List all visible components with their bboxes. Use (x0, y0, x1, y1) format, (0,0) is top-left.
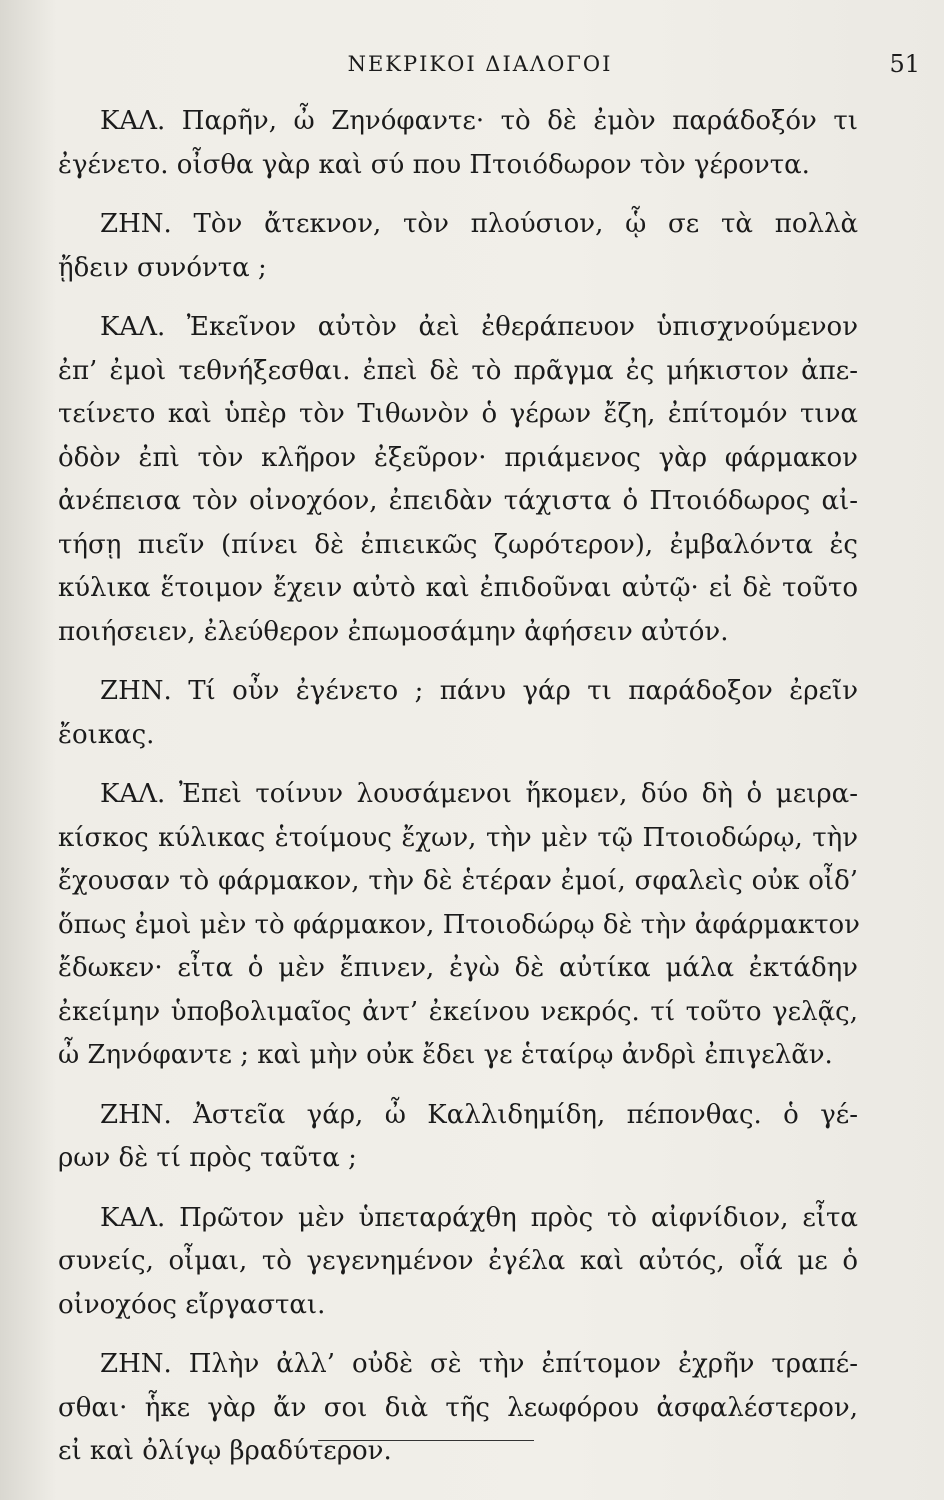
dialogue-paragraph (58, 306, 858, 654)
text-line: κίσκος κύλικας ἑτοίμους ἔχων, τὴν μὲν τῷ Πτοιοδώρῳ, τὴν (58, 822, 858, 853)
text-line: τείνετο καὶ ὑπὲρ τὸν Τιθωνὸν ὁ γέρων ἔζη, ἐπίτομόν τινα (58, 399, 858, 429)
text-line: συνείς, οἶμαι, τὸ γεγενημένον ἐγέλα καὶ αὐτός, οἷά με ὁ (58, 1246, 858, 1276)
dialogue-paragraph (58, 1094, 858, 1181)
text-line: ἔχουσαν τὸ φάρμακον, τὴν δὲ ἑτέραν ἐμοί, σφαλεὶς οὐκ οἶδ’ (58, 866, 858, 896)
text-line: ΚΑΛ. Πρῶτον μὲν ὑπεταράχθη πρὸς τὸ αἰφνίδιον, εἶτα (100, 1202, 858, 1233)
text-line: ὦ Ζηνόφαντε ; καὶ μὴν οὐκ ἔδει γε ἑταίρῳ ἀνδρὶ ἐπιγελᾶν. (58, 1040, 833, 1070)
text-line: ΚΑΛ. Ἐπεὶ τοίνυν λουσάμενοι ἥκομεν, δύο δὴ ὁ μειρα- (100, 779, 858, 809)
dialogue-paragraph (58, 670, 858, 757)
footer-rule (318, 1440, 534, 1441)
dialogue-text (58, 100, 858, 1490)
text-line: ὅπως ἐμοὶ μὲν τὸ φάρμακον, Πτοιοδώρῳ δὲ τὴν ἀφάρμακτον (58, 909, 860, 940)
text-line: ΖΗΝ. Τί οὖν ἐγένετο ; πάνυ γάρ τι παράδοξον ἐρεῖν (100, 676, 858, 706)
text-line: ἔδωκεν· εἶτα ὁ μὲν ἔπινεν, ἐγὼ δὲ αὐτίκα μάλα ἐκτάδην (58, 953, 858, 983)
dialogue-paragraph (58, 773, 858, 1078)
page-header (40, 48, 920, 88)
text-line: ᾔδειν συνόντα ; (58, 252, 267, 283)
text-line: ποιήσειεν, ἐλεύθερον ἐπωμοσάμην ἀφήσειν αὐτόν. (58, 616, 729, 647)
text-line: ἔοικας. (58, 719, 155, 750)
dialogue-paragraph (58, 1343, 858, 1474)
text-line: οἰνοχόος εἴργασται. (58, 1289, 326, 1320)
text-line: ΚΑΛ. Παρῆν, ὦ Ζηνόφαντε· τὸ δὲ ἐμὸν παράδοξόν τι (100, 106, 858, 136)
text-line: κύλικα ἕτοιμον ἔχειν αὐτὸ καὶ ἐπιδοῦναι αὐτῷ· εἰ δὲ τοῦτο (58, 573, 858, 603)
text-line: ἐπ’ ἐμοὶ τεθνήξεσθαι. ἐπεὶ δὲ τὸ πρᾶγμα ἐς μήκιστον ἀπε- (58, 355, 858, 386)
text-line: εἰ καὶ ὀλίγῳ βραδύτερον. (58, 1436, 392, 1466)
dialogue-paragraph (58, 1197, 858, 1328)
text-line: ΖΗΝ. Πλὴν ἀλλ’ οὐδὲ σὲ τὴν ἐπίτομον ἐχρῆν τραπέ- (100, 1349, 858, 1379)
text-line: σθαι· ἧκε γὰρ ἄν σοι διὰ τῆς λεωφόρου ἀσφαλέστερον, (58, 1392, 858, 1423)
text-line: ἐκείμην ὑποβολιμαῖος ἀντ’ ἐκείνου νεκρός. τί τοῦτο γελᾷς, (58, 996, 858, 1027)
text-line: ΖΗΝ. Ἀστεῖα γάρ, ὦ Καλλιδημίδη, πέπονθας. ὁ γέ- (100, 1099, 858, 1130)
text-line: ὁδὸν ἐπὶ τὸν κλῆρον ἐξεῦρον· πριάμενος γὰρ φάρμακον (58, 442, 858, 473)
text-line: ἀνέπεισα τὸν οἰνοχόον, ἐπειδὰν τάχιστα ὁ Πτοιόδωρος αἰ- (58, 486, 858, 516)
running-title: ΝΕΚΡΙΚΟΙ ΔΙΑΛΟΓΟΙ (347, 52, 613, 76)
dialogue-paragraph (58, 100, 858, 187)
text-line: ΚΑΛ. Ἐκεῖνον αὐτὸν ἀεὶ ἐθεράπευον ὑπισχνούμενον (100, 312, 858, 342)
dialogue-paragraph (58, 203, 858, 290)
text-line: ρων δὲ τί πρὸς ταῦτα ; (58, 1143, 357, 1173)
text-line: τήσῃ πιεῖν (πίνει δὲ ἐπιεικῶς ζωρότερον), ἐμβαλόντα ἐς (58, 529, 858, 560)
text-line: ἐγένετο. οἶσθα γὰρ καὶ σύ που Πτοιόδωρον τὸν γέροντα. (58, 149, 810, 180)
text-line: ΖΗΝ. Τὸν ἄτεκνον, τὸν πλούσιον, ᾧ σε τὰ πολλὰ (100, 209, 858, 239)
page-number: 51 (889, 50, 920, 78)
